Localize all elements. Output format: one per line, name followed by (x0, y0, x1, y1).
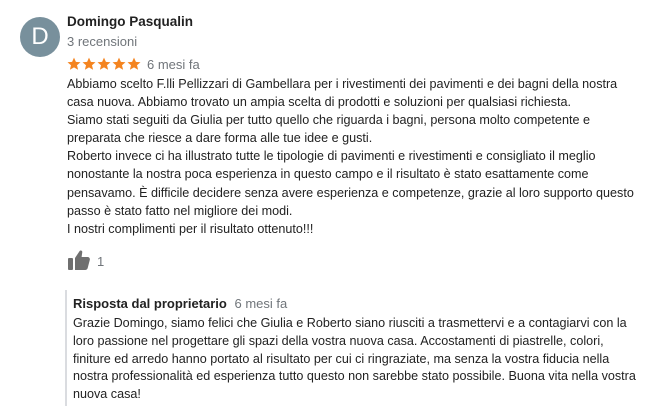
star-icon (67, 57, 81, 71)
review-text-line: casa nuova. Abbiamo trovato un ampia scelta di prodotti e soluzioni per qualsiasi richiesta. (67, 95, 572, 110)
reply-text-line: nostra professionalità ed esperienza tutto questo non sarebbe stato possibile. Buona vita nella vostra (73, 369, 636, 384)
review-text-line: I nostri complimenti per il risultato ottenuto!!! (67, 221, 314, 236)
review-date: 6 mesi fa (147, 56, 200, 72)
review-text-line: preparata che riesce a dare forma alle tue idee e gusti. (67, 131, 373, 146)
reply-text-line: loro passione nel progettare gli spazi della vostra nuova casa. Accostamenti di piastrelle, colori, (73, 333, 604, 348)
star-icon (82, 57, 96, 71)
reply-text-line: finiture ed arredo hanno portato al risultato per cui ci ringraziate, ma senza la vostra fiducia nella (73, 351, 610, 366)
reply-text (73, 315, 665, 404)
star-icon (127, 57, 141, 71)
review-text-line: Roberto invece ci ha illustrato tutte le tipologie di pavimenti e rivestimenti e consigliato il meglio (67, 149, 596, 164)
review-text-line: Siamo stati seguiti da Giulia per tutto quello che riguarda i bagni, persona molto competente e (67, 113, 590, 128)
star-rating (67, 57, 141, 71)
review-text-line: passo è stato fatto nel migliore dei modi. (67, 203, 293, 218)
owner-reply (65, 290, 669, 406)
avatar[interactable]: D (20, 17, 60, 57)
rating-row (67, 55, 200, 73)
review-text-line: nonostante la nostra poca esperienza in questo campo e il risultato è stato esattamente come (67, 167, 589, 182)
review-count[interactable]: 3 recensioni (67, 34, 138, 49)
thumbs-up-icon[interactable] (67, 249, 91, 271)
star-icon (97, 57, 111, 71)
reply-title: Risposta dal proprietario (73, 296, 227, 311)
reply-text-line: nuova casa! (73, 387, 141, 402)
review-text-line: Abbiamo scelto F.lli Pellizzari di Gambellara per i rivestimenti dei pavimenti e dei bagni della nostra (67, 77, 618, 91)
review-text-line: pensavamo. È difficile decidere senza avere esperienza e competenze, grazie al loro supporto questo (67, 185, 634, 200)
reviewer-name[interactable]: Domingo Pasqualin (67, 14, 194, 29)
reply-header (73, 296, 287, 311)
reply-text-line: Grazie Domingo, siamo felici che Giulia e Roberto siano riusciti a trasmettervi e a contagiarvi con la (73, 316, 627, 330)
reply-date: 6 mesi fa (234, 296, 288, 311)
like-count: 1 (97, 254, 105, 269)
like-row (67, 249, 104, 271)
review-text (67, 75, 662, 238)
star-icon (112, 57, 126, 71)
